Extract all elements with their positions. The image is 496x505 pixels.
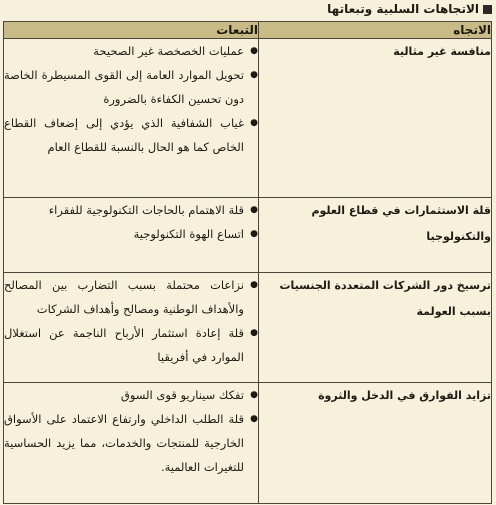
trends-table [3, 21, 492, 504]
effect-item: ● غياب الشفافية الذي يؤدي إلى إضعاف القطاع الخاص كما هو الحال بالنسبة للقطاع العام [4, 111, 258, 159]
table-row [4, 383, 492, 504]
effect-item: ● قلة الاهتمام بالحاجات التكنولوجية للفقراء [4, 198, 258, 222]
header-trend: الاتجاه [259, 22, 492, 39]
effects-cell [4, 39, 259, 198]
effects-list [4, 39, 258, 159]
effect-item: ● عمليات الخصخصة غير الصحيحة [4, 39, 258, 63]
effects-cell [4, 198, 259, 273]
trend-cell: منافسة غير مثالية [259, 39, 492, 198]
trend-cell: تزايد الفوارق في الدخل والثروة [259, 383, 492, 504]
table-row [4, 39, 492, 198]
title-bar [0, 0, 496, 22]
table-row [4, 273, 492, 383]
effects-list [4, 198, 258, 246]
effect-item: ● اتساع الهوة التكنولوجية [4, 222, 258, 246]
header-effects: التبعات [4, 22, 259, 39]
square-bullet-icon [483, 5, 492, 14]
effect-item: ● نزاعات محتملة بسبب التضارب بين المصالح والأهداف الوطنية ومصالح وأهداف الشركات [4, 273, 258, 321]
table-header-row [4, 22, 492, 39]
effects-list [4, 383, 258, 479]
effects-cell [4, 383, 259, 504]
trend-cell: ترسيخ دور الشركات المتعددة الجنسيات بسبب العولمة [259, 273, 492, 383]
trend-cell: قلة الاستثمارات في قطاع العلوم والتكنولوجيا [259, 198, 492, 273]
effect-item: ● قلة إعادة استثمار الأرباح الناجمة عن استغلال الموارد في أفريقيا [4, 321, 258, 369]
effects-cell [4, 273, 259, 383]
effect-item: ● تفكك سيناريو قوى السوق [4, 383, 258, 407]
table-row [4, 198, 492, 273]
effect-item: ● تحويل الموارد العامة إلى القوى المسيطرة الخاصة دون تحسين الكفاءة بالضرورة [4, 63, 258, 111]
effects-list [4, 273, 258, 369]
effect-item: ● قلة الطلب الداخلي وارتفاع الاعتماد على الأسواق الخارجية للمنتجات والخدمات، مما يزيد الحساسية للتغيرات العالمية. [4, 407, 258, 479]
page-title: الاتجاهات السلبية وتبعاتها [327, 2, 479, 16]
